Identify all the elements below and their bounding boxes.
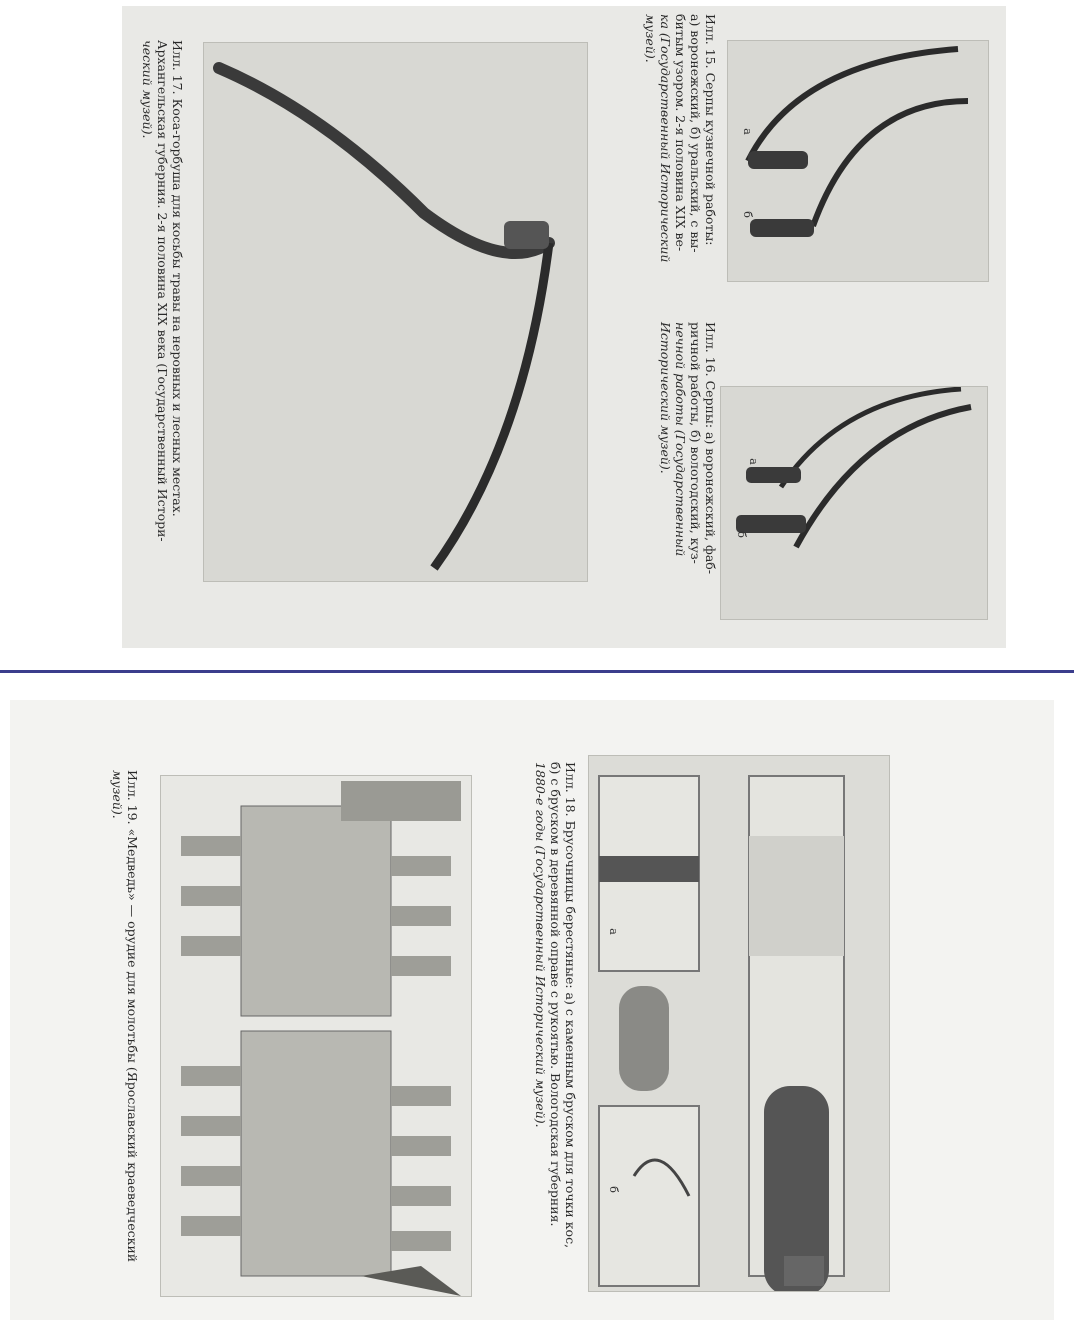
label-a-ill16: а: [746, 458, 760, 465]
caption-ill15-line-3: битым узором. 2-я половина XIX ве-: [673, 14, 688, 252]
caption-ill18-line-2: б) с бруском в деревянной оправе с рукоятью. Вологодская губерния.: [548, 762, 563, 1227]
caption-ill16-line-1: Илл. 16. Серпы: а) воронежский, фаб-: [703, 322, 718, 575]
caption-ill17-line-2: Архангельская губерния. 2-я половина XIX века (Государственный Истори-: [155, 40, 170, 542]
label-b-ill15: б: [740, 211, 754, 218]
label-b-ill16: б: [734, 531, 748, 538]
caption-ill19-line-1: Илл. 19. «Медведь» — орудие для молотьбы (Ярославский краеведческий: [125, 770, 140, 1263]
page-divider: [0, 670, 1074, 673]
caption-ill19-line-2: музей).: [110, 770, 125, 819]
caption-ill17-line-1: Илл. 17. Коса-горбуша для косьбы травы на неровных и лесных местах.: [170, 40, 185, 517]
caption-ill17-line-3: ческий музей).: [140, 40, 155, 139]
photo-sickles-ill16: [720, 386, 988, 620]
photo-bear-thresher-ill19: [160, 775, 472, 1297]
caption-ill18-line-3: 1880-е годы (Государственный Исторический музей).: [533, 762, 548, 1128]
label-b-ill18: б: [606, 1186, 620, 1193]
caption-ill16-line-4: Исторический музей).: [658, 322, 673, 474]
photo-whetstone-holders-ill18: [588, 755, 890, 1292]
caption-ill15-line-5: музей).: [643, 14, 658, 63]
label-a-ill18: а: [606, 928, 620, 935]
caption-ill15-line-1: Илл. 15. Серпы кузнечной работы:: [703, 14, 718, 246]
label-a-ill15: а: [740, 128, 754, 135]
photo-scythe-ill17: [203, 42, 588, 582]
caption-ill15-line-2: а) воронежский, б) уральский, с вы-: [688, 14, 703, 253]
caption-ill16-line-2: ричной работы, б) вологодский, куз-: [688, 322, 703, 564]
photo-sickles-ill15: [727, 40, 989, 282]
caption-ill18-line-1: Илл. 18. Брусочницы берестяные: а) с каменным бруском для точки кос,: [563, 762, 578, 1249]
caption-ill15-line-4: ка (Государственный Исторический: [658, 14, 673, 263]
caption-ill16-line-3: нечной работы (Государственный: [673, 322, 688, 557]
